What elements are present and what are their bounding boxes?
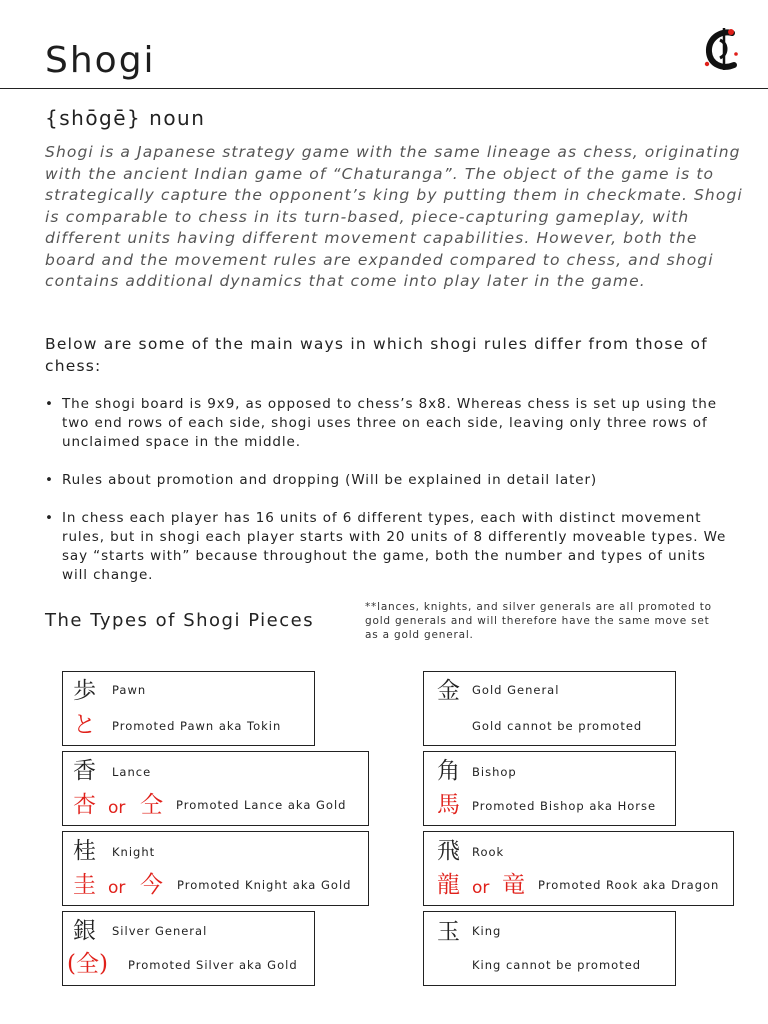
pieces-heading: The Types of Shogi Pieces: [45, 610, 315, 631]
piece-card-knight: [62, 831, 369, 906]
intro-text: Below are some of the main ways in which shogi rules differ from those of chess:: [45, 335, 708, 375]
lance-promoted-kanji-alt: 仝: [140, 792, 163, 818]
pawn-promoted-kanji: と: [73, 712, 96, 738]
rook-name: Rook: [472, 845, 505, 859]
description: Shogi is a Japanese strategy game with the same lineage as chess, originating with the ancient Indian game of “Chaturanga”. The object of the game is to strategically capture the opponent’s king by putting them in checkmate. Shogi is comparable to chess in its turn-based, piece-capturing gameplay, with different units having different movement capabilities. However, both the board and the movement rules are expanded compared to chess, and shogi contains additional dynamics that come into play later in the game.: [45, 143, 743, 290]
bishop-promoted-label: Promoted Bishop aka Horse: [472, 799, 657, 813]
king-promoted-label: King cannot be promoted: [472, 958, 642, 972]
piece-card-gold-general: [423, 671, 676, 746]
knight-kanji: 桂: [73, 838, 96, 864]
differences-list: [45, 395, 735, 604]
or-label: or: [108, 878, 126, 898]
pawn-name: Pawn: [112, 683, 147, 697]
silver-name: Silver General: [112, 924, 208, 938]
pawn-kanji: 歩: [73, 678, 96, 704]
piece-card-rook: [423, 831, 734, 906]
knight-name: Knight: [112, 845, 156, 859]
logo: [698, 24, 748, 74]
king-name: King: [472, 924, 502, 938]
lance-name: Lance: [112, 765, 152, 779]
silver-promoted-label: Promoted Silver aka Gold: [128, 958, 298, 972]
list-item: • In chess each player has 16 units of 6 different types, each with distinct movement rules, but in shogi each player starts with 20 units of 8 differently moveable types. We say “starts with” because throughout the game, both the number and types of units will change.: [45, 509, 735, 585]
gold-kanji: 金: [437, 678, 460, 704]
list-item: • The shogi board is 9x9, as opposed to chess’s 8x8. Whereas chess is set up using the two end rows of each side, shogi uses three on each side, leaving only three rows of unclaimed space in the middle.: [45, 395, 735, 452]
silver-kanji: 銀: [73, 918, 96, 944]
piece-card-pawn: [62, 671, 315, 746]
promotion-note: **lances, knights, and silver generals are all promoted to gold generals and will therefore have the same move set as a gold general.: [365, 601, 712, 641]
knight-promoted-label: Promoted Knight aka Gold: [177, 878, 352, 892]
piece-card-king: [423, 911, 676, 986]
gold-name: Gold General: [472, 683, 560, 697]
or-label: or: [472, 878, 490, 898]
lance-promoted-label: Promoted Lance aka Gold: [176, 798, 347, 812]
rook-promoted-label: Promoted Rook aka Dragon: [538, 878, 720, 892]
header-divider: [0, 88, 768, 89]
pronunciation: {shōgē} noun: [45, 106, 206, 130]
lance-promoted-kanji: 杏: [73, 792, 96, 818]
bishop-kanji: 角: [437, 758, 460, 784]
rook-promoted-kanji: 龍: [437, 872, 460, 898]
knight-promoted-kanji-alt: 今: [140, 872, 163, 898]
rook-kanji: 飛: [437, 838, 460, 864]
list-item: • Rules about promotion and dropping (Will be explained in detail later): [45, 471, 735, 490]
page-title: Shogi: [45, 40, 156, 81]
or-label: or: [108, 798, 126, 818]
piece-card-lance: [62, 751, 369, 826]
lance-kanji: 香: [73, 758, 96, 784]
piece-card-silver-general: [62, 911, 315, 986]
king-kanji: 玉: [437, 919, 460, 945]
silver-promoted-kanji: (全): [67, 951, 108, 977]
bishop-name: Bishop: [472, 765, 517, 779]
knight-promoted-kanji: 圭: [73, 872, 96, 898]
pawn-promoted-label: Promoted Pawn aka Tokin: [112, 719, 282, 733]
gold-promoted-label: Gold cannot be promoted: [472, 719, 643, 733]
piece-card-bishop: [423, 751, 676, 826]
bishop-promoted-kanji: 馬: [437, 792, 460, 818]
rook-promoted-kanji-alt: 竜: [502, 872, 525, 898]
